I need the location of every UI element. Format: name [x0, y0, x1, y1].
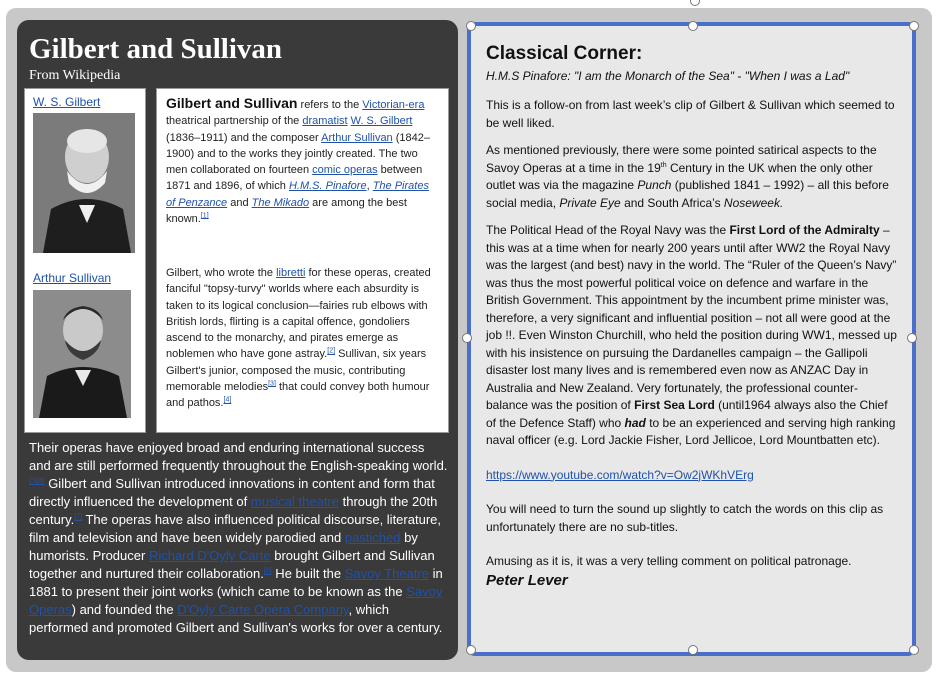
citation-link[interactable]: [8]: [263, 567, 272, 575]
panel-subtitle: From Wikipedia: [29, 68, 121, 83]
link-libretti[interactable]: libretti: [276, 267, 306, 279]
sullivan-link[interactable]: Arthur Sullivan: [33, 271, 112, 285]
youtube-link-paragraph: [486, 467, 900, 485]
link-savoy-theatre[interactable]: Savoy Theatre: [344, 566, 429, 581]
citation-link[interactable]: [2]: [327, 347, 336, 355]
resize-handle-top-left[interactable]: [466, 21, 476, 31]
link-victorian-era[interactable]: Victorian-era: [362, 99, 425, 111]
link-comic-operas[interactable]: comic operas: [312, 164, 378, 177]
citation-link[interactable]: [4]: [223, 396, 232, 404]
link-hms-pinafore[interactable]: H.M.S. Pinafore: [288, 180, 367, 193]
citation-link[interactable]: [7]: [74, 513, 83, 521]
link-ws-gilbert[interactable]: W. S. Gilbert: [350, 115, 413, 128]
resize-handle-bottom[interactable]: [688, 645, 698, 655]
gilbert-link[interactable]: W. S. Gilbert: [33, 95, 101, 109]
link-arthur-sullivan[interactable]: Arthur Sullivan: [321, 131, 393, 144]
resize-handle-bottom-left[interactable]: [466, 645, 476, 655]
gilbert-portrait-image: [33, 113, 135, 253]
paragraph-admiralty: The Political Head of the Royal Navy was the First Lord of the Admiralty – this was at a time when for nearly 200 years until after WW2 the Royal Navy was the largest (and best) navy in the world. The “Ruler of the Queen’s Navy” was thus the most powerful political voice on defence and warfare in the British Government. This appointment by the incumbent prime minister was, therefore, a very significant and influential position – not all were good at the job !!. Even Winston Churchill, who held the position during WW1, messed up with his insistence on pursuing the Dardanelles campaign – the Gallipoli disaster lost many lives and is remembered even now as ANZAC Day in Australia and New Zealand. Very fortunately, the professional counter-balance was the position of First Sea Lord (until1964 always also the Chief of the Defence Staff) who had to be an experienced and serving high ranking naval officer (e.g. Lord Jackie Fisher, Lord Jellicoe, Lord Mountbatten etc).: [486, 223, 897, 447]
paragraph-satire: As mentioned previously, there were some pointed satirical aspects to the Savoy Operas at a time in the 19th Century in the UK when the only other outlet was via the magazine Punch (published 1841 – 1992) – all this before social media, Private Eye and South Africa’s Noseweek.: [486, 143, 889, 210]
link-dramatist[interactable]: dramatist: [302, 115, 348, 128]
link-pastiched[interactable]: pastiched: [344, 530, 401, 545]
resize-handle-top-right[interactable]: [909, 21, 919, 31]
wiki-paragraph-1: Gilbert and Sullivan refers to the Victorian-era theatrical partnership of the dramatist W. S. Gilbert (1836–1911) and the composer Arthur Sullivan (1842–1900) and to the works they jointly created. The two men collaborated on fourteen comic operas between 1871 and 1896, of which H.M.S. Pinafore, The Pirates of Penzance and The Mikado are among the best known.[1]: [166, 95, 430, 226]
link-doyly-carte-opera-company[interactable]: D'Oyly Carte Opera Company: [177, 602, 349, 617]
portrait-box: [24, 88, 146, 433]
sullivan-portrait-image: [33, 290, 131, 418]
wiki-paragraph-2: Gilbert, who wrote the libretti for these operas, created fanciful "topsy-turvy" worlds where each absurdity is taken to its logical conclusion—fairies rub elbows with British lords, flirting is a capital offence, gondoliers ascend to the monarchy, and pirates emerge as noblemen who have gone astray.[2] Sullivan, six years Gilbert's junior, composed the music, contributing memorable melodies[3] that could convey both humour and pathos.[4]: [166, 267, 431, 410]
link-savoy-operas[interactable]: Savoy Operas: [29, 584, 443, 617]
textbox-content: [486, 41, 900, 591]
youtube-link[interactable]: https://www.youtube.com/watch?v=Ow2jWKhVErg: [486, 467, 754, 482]
paragraph-sound: You will need to turn the sound up slightly to catch the words on this clip as unfortunately there are no sub-titles.: [486, 502, 884, 534]
resize-handle-top[interactable]: [688, 21, 698, 31]
citation-link[interactable]: [5][6]: [29, 477, 45, 485]
paragraph-intro: This is a follow-on from last week’s clip of Gilbert & Sullivan which seemed to be well liked.: [486, 98, 895, 130]
wikipedia-summary-box: [156, 88, 449, 433]
signature: Peter Lever: [486, 571, 568, 589]
link-the-mikado[interactable]: The Mikado: [251, 196, 310, 209]
paragraph-patronage: Amusing as it is, it was a very telling comment on political patronage.: [486, 554, 852, 568]
classical-corner-textbox[interactable]: [467, 22, 916, 656]
classical-corner-heading: Classical Corner:: [486, 43, 643, 64]
wikipedia-panel: [17, 20, 458, 660]
citation-link[interactable]: [3]: [268, 380, 276, 388]
resize-handle-right[interactable]: [907, 333, 917, 343]
rotate-handle[interactable]: [690, 0, 700, 6]
lead-term: Gilbert and Sullivan: [166, 95, 298, 111]
panel-title: Gilbert and Sullivan: [29, 33, 283, 65]
resize-handle-left[interactable]: [462, 333, 472, 343]
wiki-paragraph-3: Their operas have enjoyed broad and enduring international success and are still performed frequently throughout the English-speaking world.[5][6] Gilbert and Sullivan introduced innovations in content and form that directly influenced the development of musical theatre through the 20th century.[7] The operas have also influenced political discourse, literature, film and television and have been widely parodied and pastiched by humorists. Producer Richard D'Oyly Carte brought Gilbert and Sullivan together and nurtured their collaboration.[8] He built the Savoy Theatre in 1881 to present their joint works (which came to be known as the Savoy Operas) and founded the D'Oyly Carte Opera Company, which performed and promoted Gilbert and Sullivan's works for over a century.: [29, 440, 448, 635]
link-musical-theatre[interactable]: musical theatre: [250, 494, 340, 509]
citation-link[interactable]: [1]: [200, 212, 209, 220]
link-richard-doyly-carte[interactable]: Richard D'Oyly Carte: [148, 548, 271, 563]
link-pirates-of-penzance[interactable]: The Pirates of Penzance: [166, 180, 429, 209]
classical-corner-subheading: H.M.S Pinafore: "I am the Monarch of the Sea" - "When I was a Lad": [486, 69, 850, 83]
resize-handle-bottom-right[interactable]: [909, 645, 919, 655]
